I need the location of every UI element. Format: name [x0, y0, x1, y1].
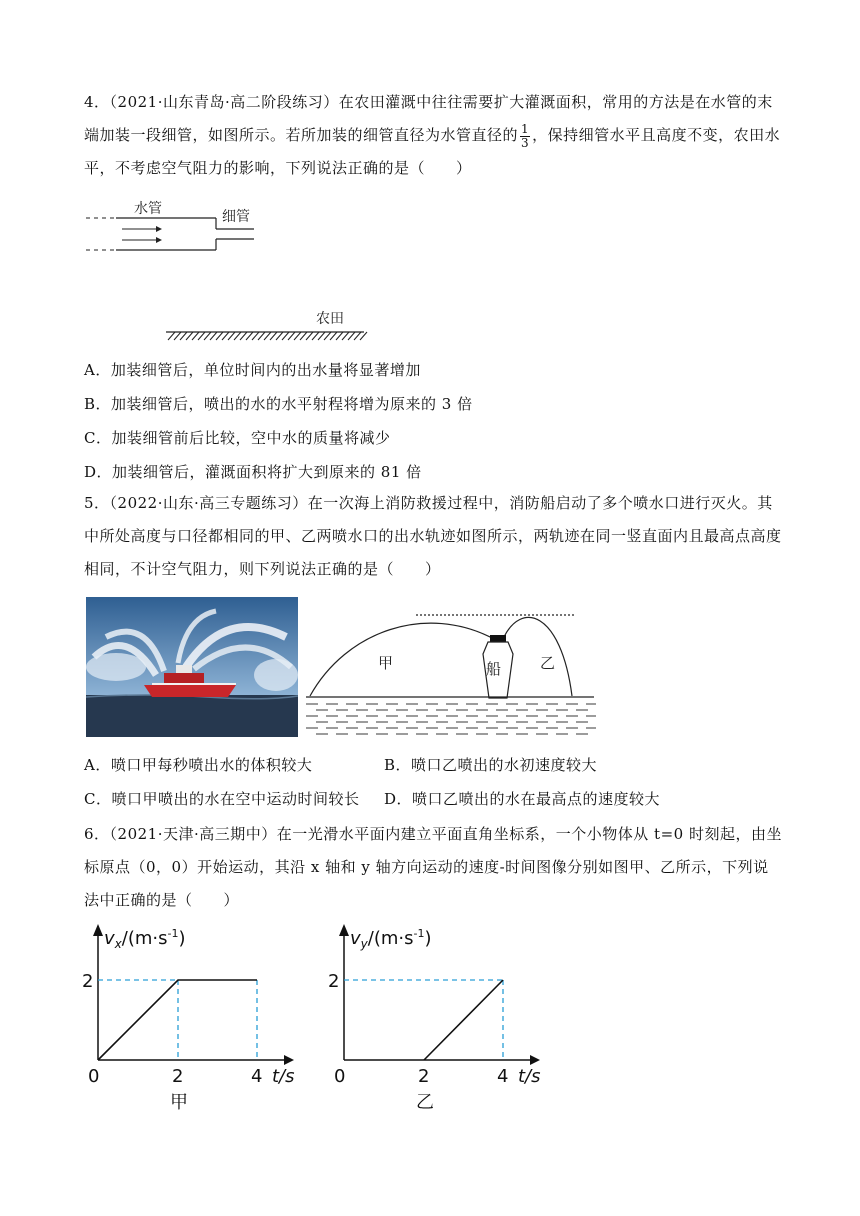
pipe-label: 水管 [134, 201, 162, 217]
xtick-2: 2 [418, 1066, 430, 1087]
vy-t-graph [328, 922, 558, 1118]
xtick-0: 0 [334, 1066, 346, 1087]
q5-option-d: D．喷口乙喷出的水在最高点的速度较大 [384, 790, 661, 808]
ground-hatch [168, 332, 367, 340]
q5-stem: 5．（2022·山东·高三专题练习）在一次海上消防救援过程中，消防船启动了多个喷水口进行灭火。其中所处高度与口径都相同的甲、乙两喷水口的出水轨迹如图所示，两轨迹在同一竖直面内且最高点高度相同，不计空气阻力，则下列说法正确的是（ ） [84, 494, 782, 578]
q4-stem: 4．（2021·山东青岛·高二阶段练习）在农田灌溉中往往需要扩大灌溉面积，常用的方法是在水管的末端加装一段细管，如图所示。若所加装的细管直径为水管直径的 $\frac{1}{3}$ ，保持细管水平且高度不变，农田水平，不考虑空气阻力的影响，下列说法正确的是（ ） [84, 93, 781, 177]
xtick-4: 4 [251, 1066, 263, 1087]
trajectory-diagram [306, 606, 596, 742]
svg-text:vy/(m·s-1): $v_y/(m\cdot s^{-1})$ [350, 927, 432, 951]
water-waves [306, 704, 596, 734]
graph-caption-jia: 甲 [170, 1092, 188, 1113]
q5-source: （2022·山东·高三专题练习） [109, 494, 308, 512]
boat-label: 船 [486, 660, 502, 678]
yi-label: 乙 [540, 654, 556, 672]
q5-option-a: A．喷口甲每秒喷出水的体积较大 [84, 756, 313, 774]
x-axis-label: t/s [272, 1066, 295, 1087]
xtick-4: 4 [497, 1066, 509, 1087]
q4-source: （2021·山东青岛·高二阶段练习） [109, 93, 339, 111]
vx-t-graph [82, 922, 312, 1118]
q6-stem: 6．（2021·天津·高三期中）在一光滑水平面内建立平面直角坐标系，一个小物体从 t=0 时刻起，由坐标原点（0，0）开始运动，其沿 x 轴和 y 轴方向运动的速度-时间图像分别如图甲、乙所示，下列说法中正确的是（ ） [84, 825, 782, 909]
q5-option-c: C．喷口甲喷出的水在空中运动时间较长 [84, 790, 360, 808]
thin-pipe-label: 细管 [222, 209, 250, 225]
q4-option-c: C．加装细管前后比较，空中水的质量将减少 [84, 429, 391, 447]
ytick-2: 2 [328, 971, 340, 992]
q6-source: （2021·天津·高三期中） [109, 825, 277, 843]
q4-option-d: D．加装细管后，灌溉面积将扩大到原来的 81 倍 [84, 463, 422, 481]
svg-text:vx/(m·s-1): $v_x/(m\cdot s^{-1})$ [104, 927, 186, 951]
ytick-2: 2 [82, 971, 94, 992]
fireboat-photo [86, 597, 298, 737]
xtick-0: 0 [88, 1066, 100, 1087]
x-axis-label: t/s [518, 1066, 541, 1087]
field-label: 农田 [316, 311, 344, 327]
graph-caption-yi: 乙 [416, 1092, 434, 1113]
q4-option-a: A．加装细管后，单位时间内的出水量将显著增加 [84, 361, 421, 379]
fraction-one-third: $\frac{1}{3}$ [521, 121, 530, 150]
q5-option-b: B．喷口乙喷出的水初速度较大 [384, 756, 598, 774]
pipe-figure [84, 198, 384, 348]
q4-option-b: B．加装细管后，喷出的水的水平射程将增为原来的 3 倍 [84, 395, 473, 413]
xtick-2: 2 [172, 1066, 184, 1087]
jia-label: 甲 [378, 654, 394, 672]
